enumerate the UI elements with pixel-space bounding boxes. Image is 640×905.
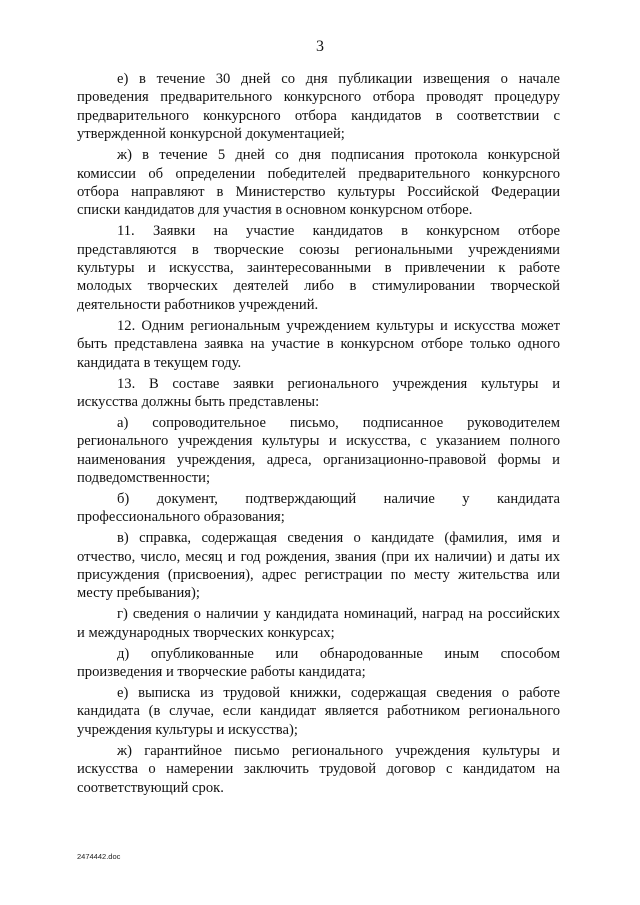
paragraph-line: искусства о намерении заключить трудовой договор с кандидатом на (77, 761, 560, 778)
paragraph-line: месту пребывания); (77, 585, 200, 602)
paragraph-line: кандидата (в случае, если кандидат является работником регионального (77, 703, 560, 720)
paragraph-line: быть представлена заявка на участие в конкурсном отборе только одного (77, 336, 560, 353)
paragraph (77, 222, 560, 314)
paragraph-line: утвержденной конкурсной документацией; (77, 126, 345, 143)
document-body (77, 70, 560, 799)
paragraph (77, 146, 560, 220)
paragraph-line: наименования учреждения, адреса, организационно-правовой формы и (77, 451, 560, 468)
paragraph-line: профессионального образования; (77, 509, 285, 526)
paragraph (77, 645, 560, 682)
paragraph-line: кандидата в текущем году. (77, 354, 242, 371)
paragraph-line: отбора направляют в Министерство культуры Российской Федерации (77, 183, 560, 200)
paragraph-line: соответствующий срок. (77, 779, 224, 796)
footer-doc-reference: 2474442.doc (77, 852, 121, 861)
paragraph-line: культуры и искусства, заинтересованными в привлечении к работе (77, 260, 560, 277)
paragraph-line: регионального учреждения культуры и искусства, с указанием полного (77, 433, 560, 450)
paragraph-line: искусства должны быть представлены: (77, 393, 320, 410)
paragraph (77, 742, 560, 797)
paragraph (77, 490, 560, 527)
paragraph-line: ж) в течение 5 дней со дня подписания протокола конкурсной (117, 147, 560, 164)
paragraph-line: в) справка, содержащая сведения о кандидате (фамилия, имя и (117, 530, 560, 547)
paragraph (77, 684, 560, 739)
paragraph-line: д) опубликованные или обнародованные иным способом (117, 645, 560, 662)
paragraph-line: г) сведения о наличии у кандидата номинаций, наград на российских (117, 606, 560, 623)
paragraph-line: произведения и творческие работы кандидата; (77, 664, 366, 681)
paragraph-line: е) в течение 30 дней со дня публикации извещения о начале (117, 71, 560, 87)
paragraph (77, 375, 560, 412)
paragraph (77, 529, 560, 603)
paragraph-line: комиссии об определении победителей предварительного конкурсного (77, 165, 560, 182)
paragraph (77, 317, 560, 372)
paragraph (77, 414, 560, 488)
paragraph-line: б) документ, подтверждающий наличие у кандидата (117, 490, 560, 507)
paragraph (77, 70, 560, 144)
paragraph-line: а) сопроводительное письмо, подписанное руководителем (117, 414, 560, 431)
paragraph-line: 13. В составе заявки регионального учреждения культуры и (117, 375, 560, 392)
paragraph-line: присуждения (присвоения), адрес регистрации по месту жительства или (77, 567, 560, 584)
paragraph (77, 605, 560, 642)
paragraph-line: ж) гарантийное письмо регионального учреждения культуры и (117, 742, 560, 759)
paragraph-line: 12. Одним региональным учреждением культуры и искусства может (117, 317, 560, 334)
paragraph-line: молодых творческих деятелей либо в стимулировании творческой (77, 278, 560, 295)
paragraph-line: предварительного конкурсного отбора кандидатов в соответствии с (77, 107, 560, 124)
paragraph-line: е) выписка из трудовой книжки, содержащая сведения о работе (117, 685, 560, 701)
paragraph-line: отчество, число, месяц и год рождения, звания (при их наличии) и даты их (77, 548, 560, 565)
paragraph-line: списки кандидатов для участия в основном конкурсном отборе. (77, 202, 473, 219)
paragraph-line: и международных творческих конкурсах; (77, 624, 335, 641)
paragraph-line: проведения предварительного конкурсного отбора проводят процедуру (77, 89, 560, 106)
paragraph-line: деятельности работников учреждений. (77, 296, 319, 313)
paragraph-line: подведомственности; (77, 470, 211, 487)
page-number: 3 (316, 38, 324, 55)
paragraph-line: учреждения культуры и искусства); (77, 721, 298, 738)
paragraph-line: 11. Заявки на участие кандидатов в конкурсном отборе (117, 223, 560, 240)
paragraph-line: представляются в творческие союзы региональными учреждениями (77, 241, 560, 258)
